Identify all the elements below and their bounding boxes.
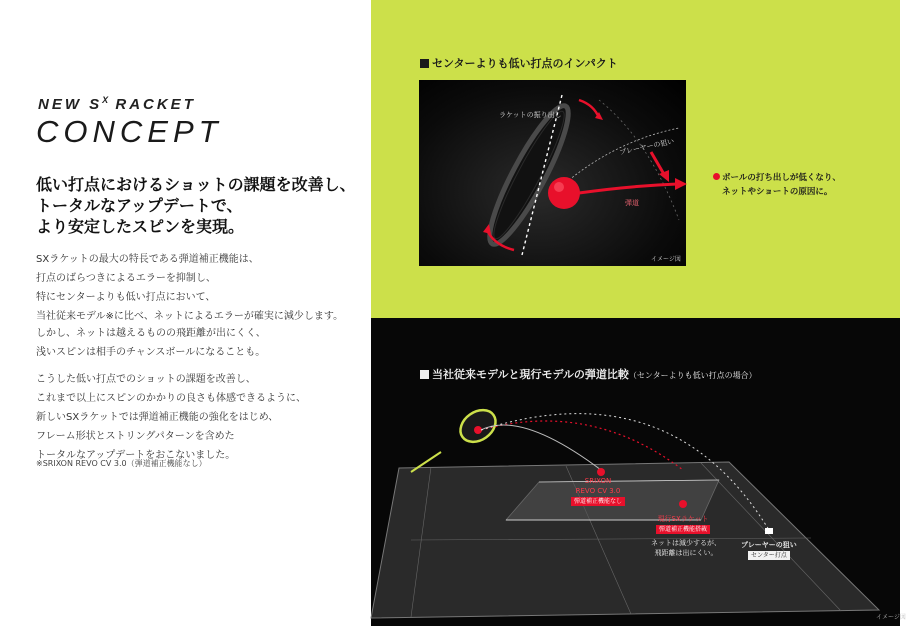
para-line: 打点のばらつきによるエラーを抑制し、 [36, 273, 216, 284]
court-illustration [371, 390, 906, 626]
rotation-arrow-top [579, 100, 599, 118]
player-aim-label: プレーヤーの狙い センター打点 [741, 541, 797, 559]
body-paragraph-1 [36, 250, 343, 326]
impact-graphic [419, 80, 686, 266]
current-model-label: 現行SXラケット 弾道補正機能搭載 [657, 515, 709, 533]
body-paragraph-2 [36, 324, 266, 362]
para-line: 当社従来モデル※に比べ、ネットによるエラーが確実に減少します。 [36, 311, 344, 322]
para-line: これまで以上にスピンのかかりの良さも体感できるように、 [36, 393, 306, 404]
square-bullet-icon [420, 370, 429, 379]
ball [548, 177, 580, 209]
impact-section-title: センターよりも低い打点のインパクト [420, 55, 618, 71]
impact-callout: ボールの打ち出しが低くなり、 ネットやショートの原因に。 [713, 171, 841, 199]
para-line: こうした低い打点でのショットの課題を改善し、 [36, 374, 256, 385]
para-line: SXラケットの最大の特長である弾道補正機能は、 [36, 254, 259, 265]
headline-line: 低い打点におけるショットの課題を改善し、 [36, 175, 356, 194]
para-line: トータルなアップデートをおこないました。 [36, 450, 236, 461]
court-graphic [371, 390, 900, 626]
para-line: 特にセンターよりも低い打点において、 [36, 292, 216, 303]
trajectory-arrow [579, 184, 677, 193]
body-paragraph-3 [36, 370, 306, 465]
impact-illustration [419, 80, 686, 266]
image-note: イメージ図 [876, 614, 906, 621]
headline [36, 174, 356, 237]
para-line: しかし、ネットは越えるものの飛距離が出にくく、 [36, 328, 266, 339]
image-note: イメージ図 [651, 256, 681, 263]
racket-swing-label: ラケットの振り出し [499, 111, 562, 119]
headline-line: より安定したスピンを実現。 [36, 217, 245, 236]
trajectory-label: 弾道 [625, 199, 639, 207]
current-model-note: ネットは減少するが、 飛距離は出にくい。 [651, 539, 721, 557]
footnote: ※SRIXON REVO CV 3.0（弾道補正機能なし） [36, 459, 207, 468]
player-aim-label: プレーヤーの狙い [618, 137, 675, 157]
para-line: 新しいSXラケットでは弾道補正機能の強化をはじめ、 [36, 412, 279, 423]
para-line: 浅いスピンは相手のチャンスボールになることも。 [36, 347, 266, 358]
series-title: NEW $S^X$ RACKET [38, 95, 196, 113]
comparison-section-title: 当社従来モデルと現行モデルの弾道比較（センターよりも低い打点の場合） [420, 366, 757, 382]
concept-heading: CONCEPT [36, 114, 223, 149]
para-line: フレーム形状とストリングパターンを含めた [36, 431, 235, 442]
old-model-label: SRIXON REVO CV 3.0 弾道補正機能なし [571, 476, 625, 506]
red-dot-icon [713, 173, 720, 180]
square-bullet-icon [420, 59, 429, 68]
headline-line: トータルなアップデートで、 [36, 196, 243, 215]
